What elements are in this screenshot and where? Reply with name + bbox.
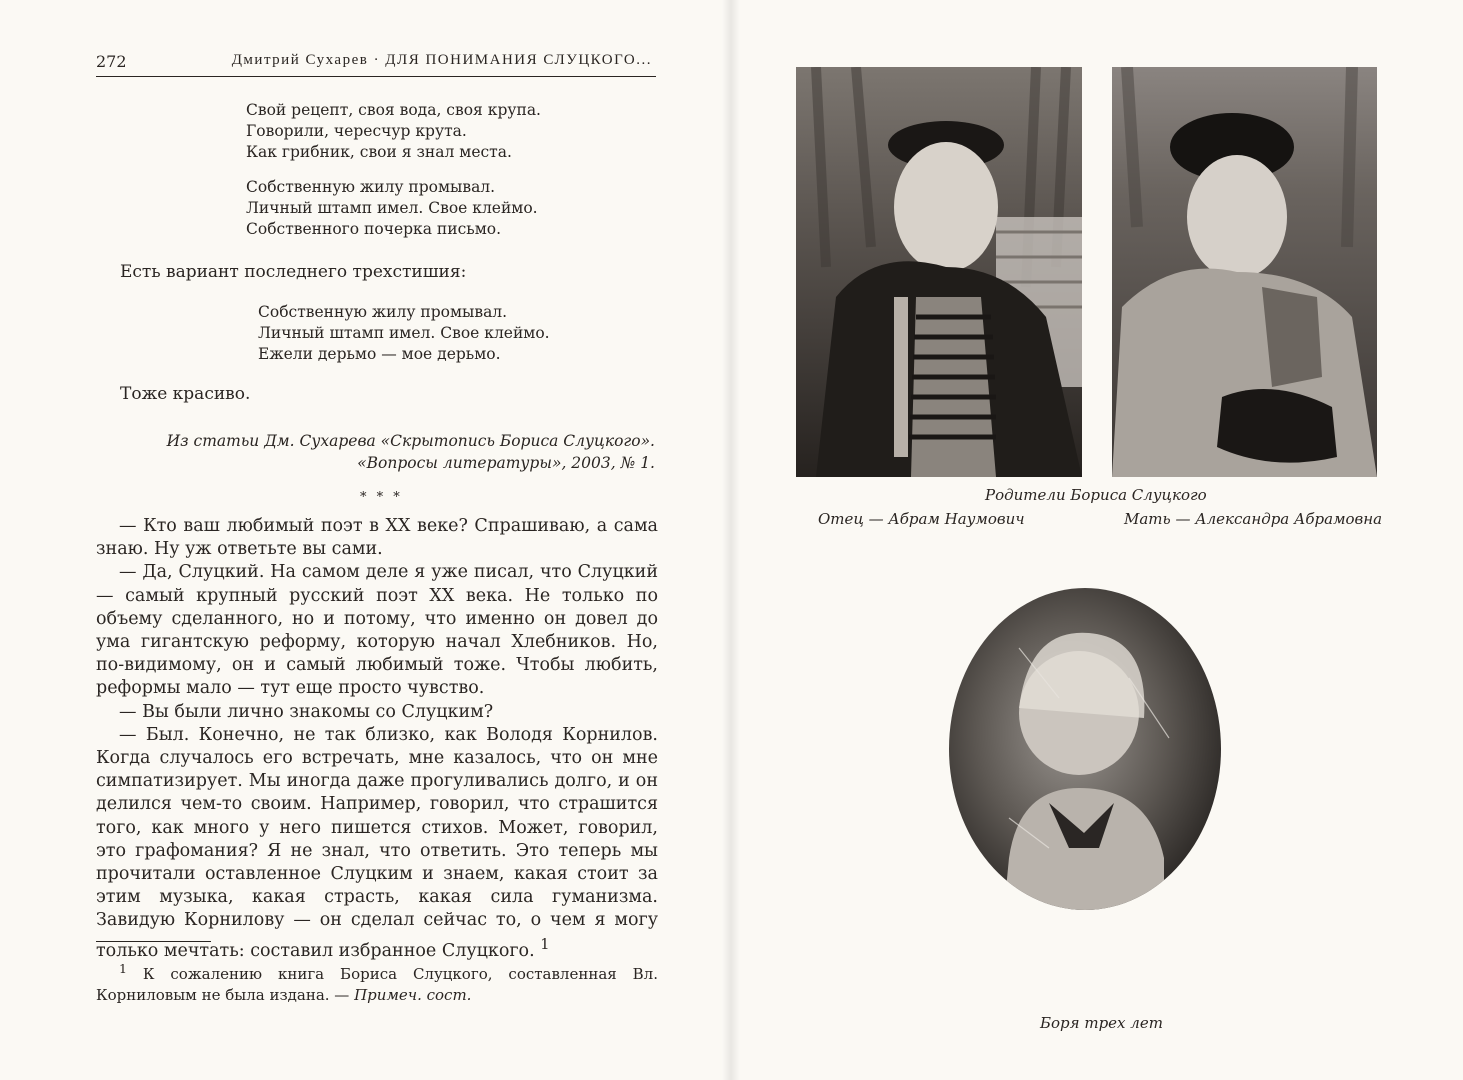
caption-parents: Родители Бориса Слуцкого xyxy=(985,486,1207,504)
verse-line: Собственного почерка письмо. xyxy=(246,220,502,238)
verse-line: Собственную жилу промывал. xyxy=(258,303,508,321)
caption-child: Боря трех лет xyxy=(1040,1014,1163,1032)
verse-variant xyxy=(258,302,550,365)
footnote-number: 1 xyxy=(119,961,127,976)
verse-stanza-1 xyxy=(246,100,541,163)
caption-mother: Мать — Александра Абрамовна xyxy=(1124,510,1383,528)
verse-line: Личный штамп имел. Свое клеймо. xyxy=(258,324,550,342)
source-citation xyxy=(167,430,655,474)
photo-mother xyxy=(1112,67,1377,477)
citation-line: «Вопросы литературы», 2003, № 1. xyxy=(357,454,655,472)
footnote-rule xyxy=(96,941,211,942)
section-asterism: * * * xyxy=(360,490,403,505)
verse-line: Как грибник, свои я знал места. xyxy=(246,143,512,161)
photo-father xyxy=(796,67,1082,477)
verse-stanza-2 xyxy=(246,177,538,240)
remark: Тоже красиво. xyxy=(120,384,251,404)
verse-line: Ежели дерьмо — мое дерьмо. xyxy=(258,345,501,363)
footnote-text: К сожалению книга Бориса Слуцкого, составленная Вл. Корниловым не была издана. — xyxy=(96,965,658,1004)
paragraph-with-note xyxy=(96,724,658,963)
child-portrait-icon xyxy=(949,588,1221,910)
citation-line: Из статьи Дм. Сухарева «Скрытопись Бориса Слуцкого». xyxy=(166,432,655,450)
paragraph-text: — Был. Конечно, не так близко, как Володя Корнилов. Когда случалось его встречать, мне казалось, что он мне симпатизирует. Мы иногда даже прогуливались долго, и он делился чем-то своим. Например, говорил, что страшится того, как много у него пишется стихов. Может, говорил, это графомания? Я не знал, что ответить. Это теперь мы прочитали оставленное Слуцким и знаем, какая стоит за этим музыка, какая страсть, какая сила гуманизма. Завидую Корнилову — он сделал сейчас то, о чем я могу только мечтать: составил избранное Слуцкого. xyxy=(96,724,658,961)
paragraph: — Вы были лично знакомы со Слуцким? xyxy=(119,701,494,722)
photo-child xyxy=(949,588,1221,910)
paragraph: — Да, Слуцкий. На самом деле я уже писал, что Слуцкий — самый крупный русский поэт XX века. Не только по объему сделанного, но и потому, что именно он довел до ума гигантскую реформу, которую начал Хлебников. Но, по-видимому, он и самый любимый тоже. Чтобы любить, реформы мало — тут еще просто чувство. xyxy=(96,562,658,699)
verse-line: Говорили, чересчур крута. xyxy=(246,122,467,140)
verse-line: Личный штамп имел. Свое клеймо. xyxy=(246,199,538,217)
verse-line: Свой рецепт, своя вода, своя крупа. xyxy=(246,101,541,119)
variant-intro: Есть вариант последнего трехстишия: xyxy=(120,262,467,282)
verse-line: Собственную жилу промывал. xyxy=(246,178,496,196)
footnote-note: Примеч. сост. xyxy=(354,986,472,1004)
paragraph: — Кто ваш любимый поэт в XX веке? Спрашиваю, а сама знаю. Ну уж ответьте вы сами. xyxy=(96,516,658,560)
running-head xyxy=(96,48,656,77)
footnote xyxy=(96,958,658,1006)
father-silhouette-icon xyxy=(796,67,1082,477)
page-number: 272 xyxy=(96,52,127,71)
interview-text xyxy=(96,515,658,963)
caption-father: Отец — Абрам Наумович xyxy=(818,510,1025,528)
mother-silhouette-icon xyxy=(1112,67,1377,477)
left-page xyxy=(0,0,730,1080)
running-head-title: Дмитрий Сухарев · ДЛЯ ПОНИМАНИЯ СЛУЦКОГО... xyxy=(231,52,652,68)
footnote-marker: 1 xyxy=(540,935,550,953)
